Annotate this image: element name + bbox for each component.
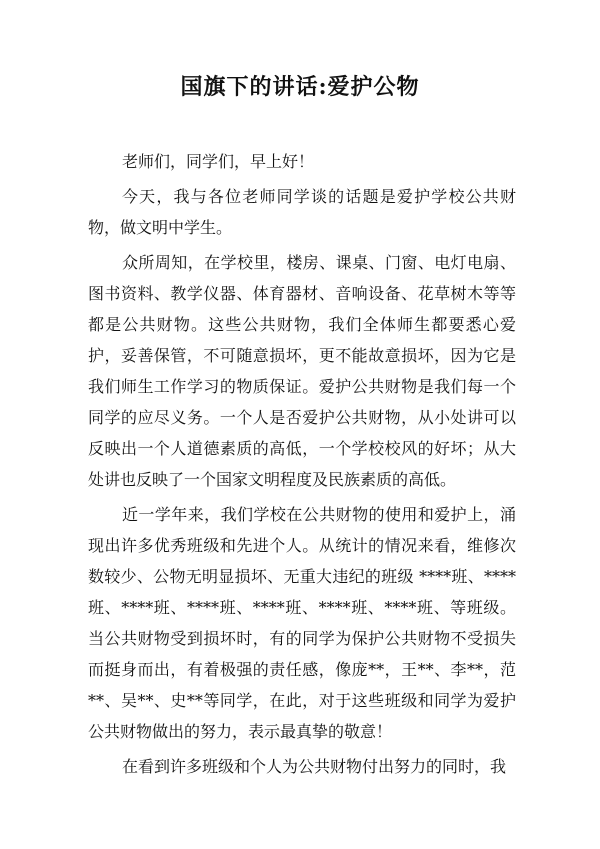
document-title: 国旗下的讲话:爱护公物: [180, 74, 420, 100]
paragraph-continuation: 在看到许多班级和个人为公共财物付出努力的同时，我: [122, 757, 507, 776]
paragraph-recognition: 近一学年来，我们学校在公共财物的使用和爱护上，涌现出许多优秀班级和先进个人。从统计的情况来看，维修次数较少、公物无明显损坏、无重大违纪的班级 ****班、****班、****班、****班、****班、****班、****班、等班级。当公共财物受到损坏时，有的同学为保护公共财物不受损失而挺身而出，有着极强的责任感，像庞**，王**、李**，范**、吴**、史**等同学，在此，对于这些班级和同学为爱护公共财物做出的努力，表示最真挚的敬意！: [88, 505, 516, 741]
document-body: [88, 146, 516, 786]
paragraph-topic: 今天，我与各位老师同学谈的话题是爱护学校公共财物，做文明中学生。: [88, 187, 516, 237]
paragraph-public-property: 众所周知，在学校里，楼房、课桌、门窗、电灯电扇、图书资料、教学仪器、体育器材、音响设备、花草树木等等都是公共财物。这些公共财物，我们全体师生都要悉心爱护，妥善保管，不可随意损坏，更不能故意损坏，因为它是我们师生工作学习的物质保证。爱护公共财物是我们每一个同学的应尽义务。一个人是否爱护公共财物，从小处讲可以反映出一个人道德素质的高低，一个学校校风的好坏；从大处讲也反映了一个国家文明程度及民族素质的高低。: [88, 253, 516, 489]
paragraph-greeting: 老师们，同学们，早上好！: [122, 152, 315, 171]
